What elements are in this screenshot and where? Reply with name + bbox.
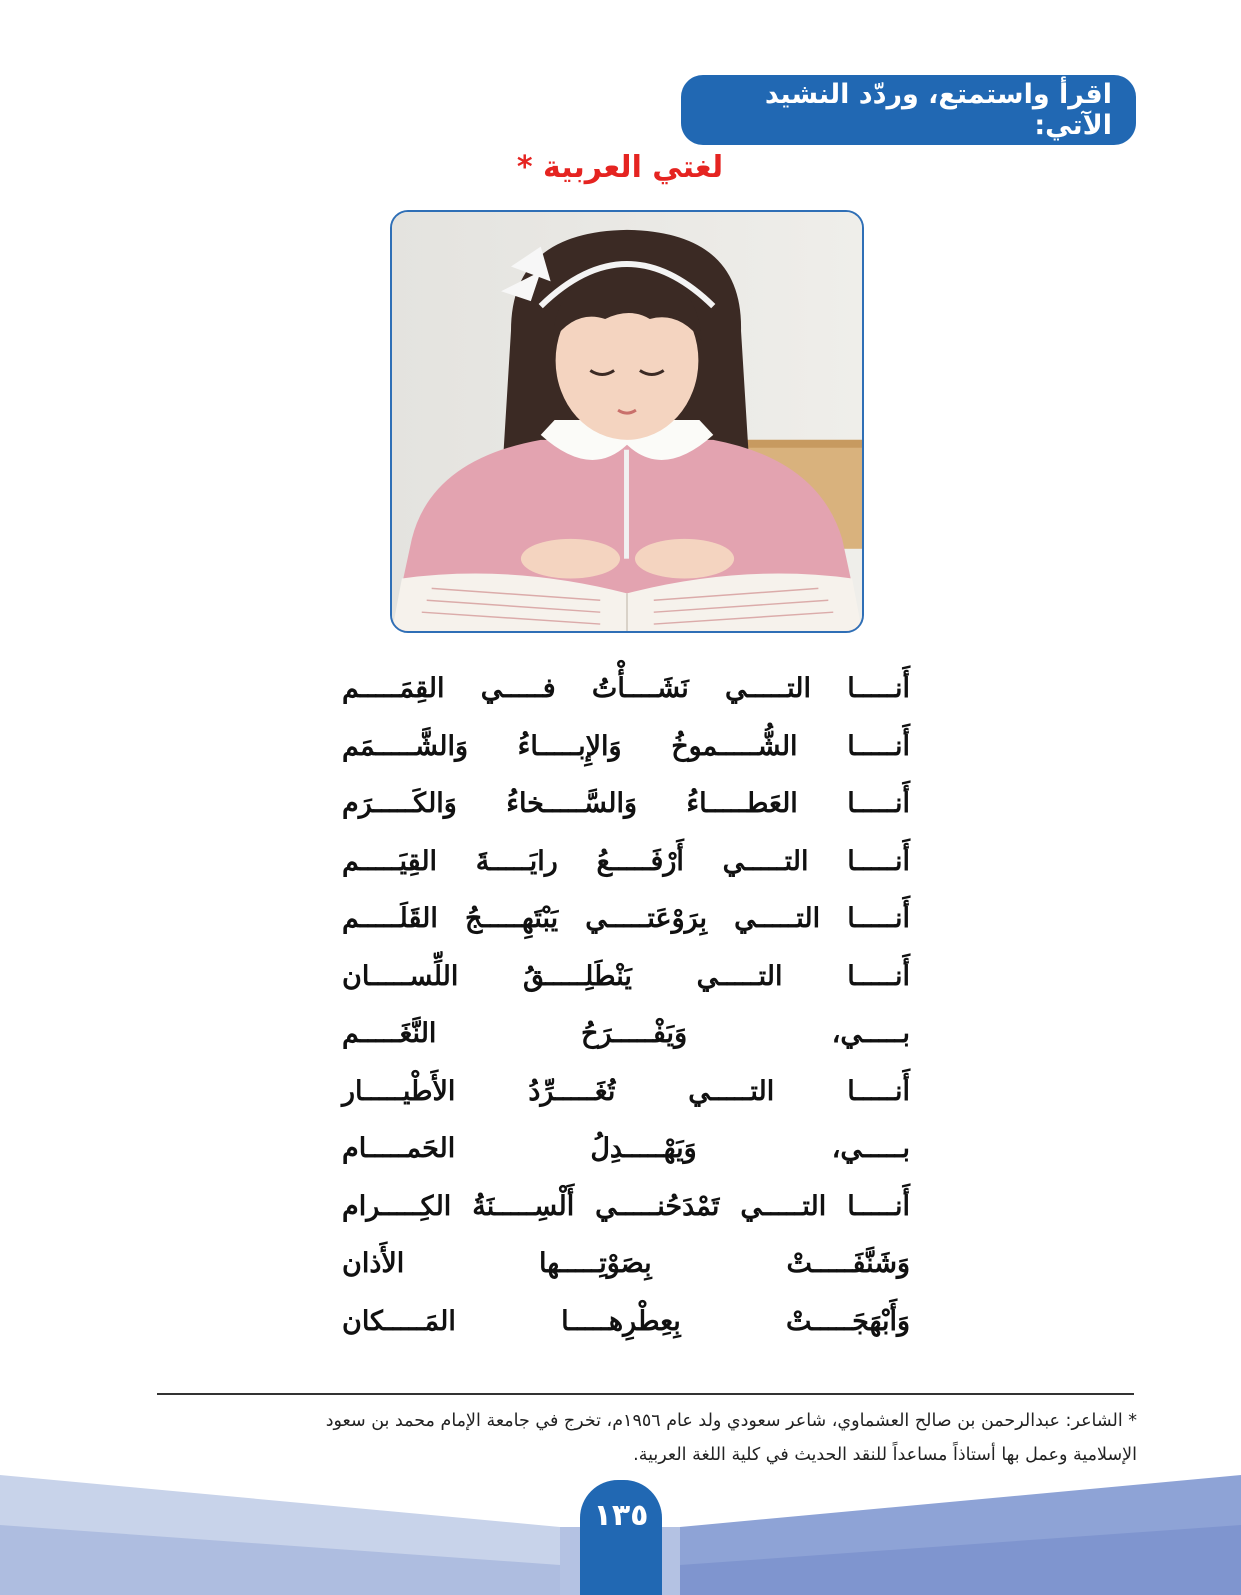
footnote-line: الإسلامية وعمل بها أستاذاً مساعداً للنقد الحديث في كلية اللغة العربية. bbox=[633, 1445, 1137, 1465]
poem-verse: بـــــي، وَيَفْـــــرَحُ النَّغَـــــم bbox=[342, 1018, 910, 1049]
poem-verse: أَنـــــا الشُّـــــموخُ وَالإِبـــــاءُ وَالشَّـــــمَم bbox=[342, 730, 910, 762]
poem-verse: وَشَنَّفَـــــتْ بِصَوْتِـــــها الأَذان bbox=[342, 1248, 910, 1279]
poem-verse: أَنـــــا التـــــي بِرَوْعَتـــــي يَبْتَهِـــــجُ القَلَـــــم bbox=[342, 903, 910, 934]
girl-reading-photo bbox=[390, 210, 864, 633]
poem-title: لغتي العربية * bbox=[516, 150, 724, 185]
poem-verse: أَنـــــا التـــــي نَشَــــأْتُ فـــــي القِمَـــــم bbox=[342, 673, 910, 704]
poem bbox=[342, 660, 910, 1350]
poem-verse: أَنـــــا العَطـــــاءُ وَالسَّـــــخاءُ وَالكَـــــرَم bbox=[342, 788, 910, 819]
poem-verse: أَنـــــا التـــــي يَنْطَلِـــــقُ اللِّســـــان bbox=[342, 960, 910, 992]
page-number-tab bbox=[580, 1480, 662, 1595]
girl-reading-illustration bbox=[392, 212, 862, 631]
footnote-line: * الشاعر: عبدالرحمن بن صالح العشماوي، شاعر سعودي ولد عام ١٩٥٦م، تخرج في جامعة الإمام محمد بن سعود bbox=[325, 1411, 1137, 1431]
poem-verse: بـــــي، وَيَهْـــــدِلُ الحَمـــــام bbox=[342, 1133, 910, 1164]
instruction-banner bbox=[681, 75, 1136, 145]
footnote-divider bbox=[157, 1393, 1134, 1395]
poem-verse: وَأَبْهَجَـــــتْ بِعِطْرِهـــــا المَـــــكان bbox=[342, 1305, 910, 1337]
poem-verse: أَنـــــا التـــــي أَرْفَـــــعُ رايَـــــةَ القِيَـــــم bbox=[342, 845, 910, 877]
poem-verse: أَنـــــا التـــــي تَمْدَحُنـــــي أَلْسِـــــنَةُ الكِـــــرام bbox=[342, 1190, 910, 1222]
poem-verse: أَنـــــا التـــــي تُغَـــــرِّدُ الأَطْيـــــار bbox=[342, 1075, 910, 1107]
page-number: ١٣٥ bbox=[593, 1498, 649, 1533]
instruction-text: اقرأ واستمتع، وردّد النشيد الآتي: bbox=[764, 79, 1112, 141]
